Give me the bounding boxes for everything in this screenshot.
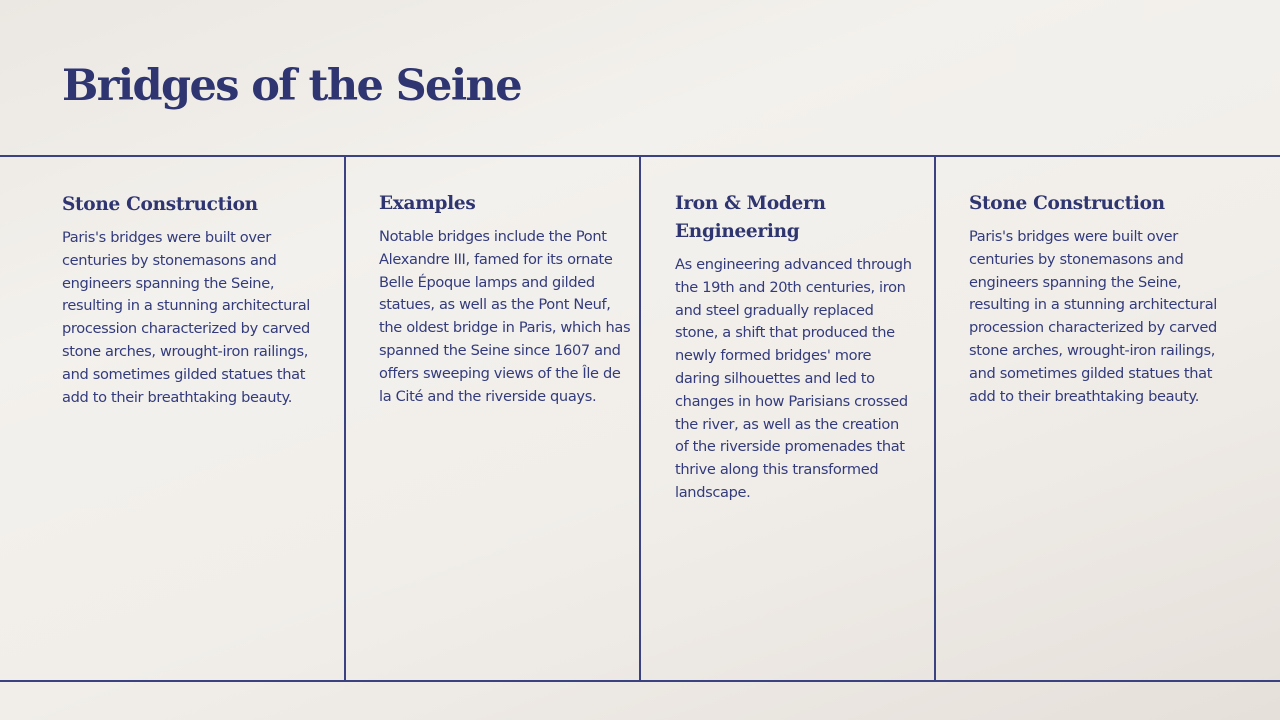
column-heading: Stone Construction: [62, 194, 258, 215]
column-heading: Examples: [379, 193, 476, 214]
column-body: Paris's bridges were built over centuries by stonemasons and engineers spanning the Seine, resulting in a stunning architectural procession characterized by carved stone arches, wrought-iron railings, and sometimes gilded statues that add to their breathtaking beauty.: [969, 228, 1217, 405]
column-body: As engineering advanced through the 19th and 20th centuries, iron and steel gradually replaced stone, a shift that produced the newly formed bridges' more daring silhouettes and led to changes in how Parisians crossed the river, as well as the creation of the riverside promenades that thrive along this transformed landscape.: [675, 256, 912, 501]
column-divider-2: [639, 156, 641, 681]
slide-title: Bridges of the Seine: [62, 61, 521, 111]
column-heading: Stone Construction: [969, 193, 1165, 214]
column-heading: Iron & Modern Engineering: [675, 193, 826, 242]
column-examples: [379, 190, 631, 408]
column-divider-3: [934, 156, 936, 681]
column-divider-1: [344, 156, 346, 681]
column-body: Notable bridges include the Pont Alexandre III, famed for its ornate Belle Époque lamps and gilded statues, as well as the Pont Neuf, the oldest bridge in Paris, which has spanned the Seine since 1607 and offers sweeping views of the Île de la Cité and the riverside quays.: [379, 228, 631, 405]
column-iron-modern-engineering: [675, 190, 915, 505]
column-stone-construction: [62, 191, 314, 409]
column-stone-construction-repeat: [969, 190, 1221, 408]
column-body: Paris's bridges were built over centuries by stonemasons and engineers spanning the Seine, resulting in a stunning architectural procession characterized by carved stone arches, wrought-iron railings, and sometimes gilded statues that add to their breathtaking beauty.: [62, 229, 310, 406]
